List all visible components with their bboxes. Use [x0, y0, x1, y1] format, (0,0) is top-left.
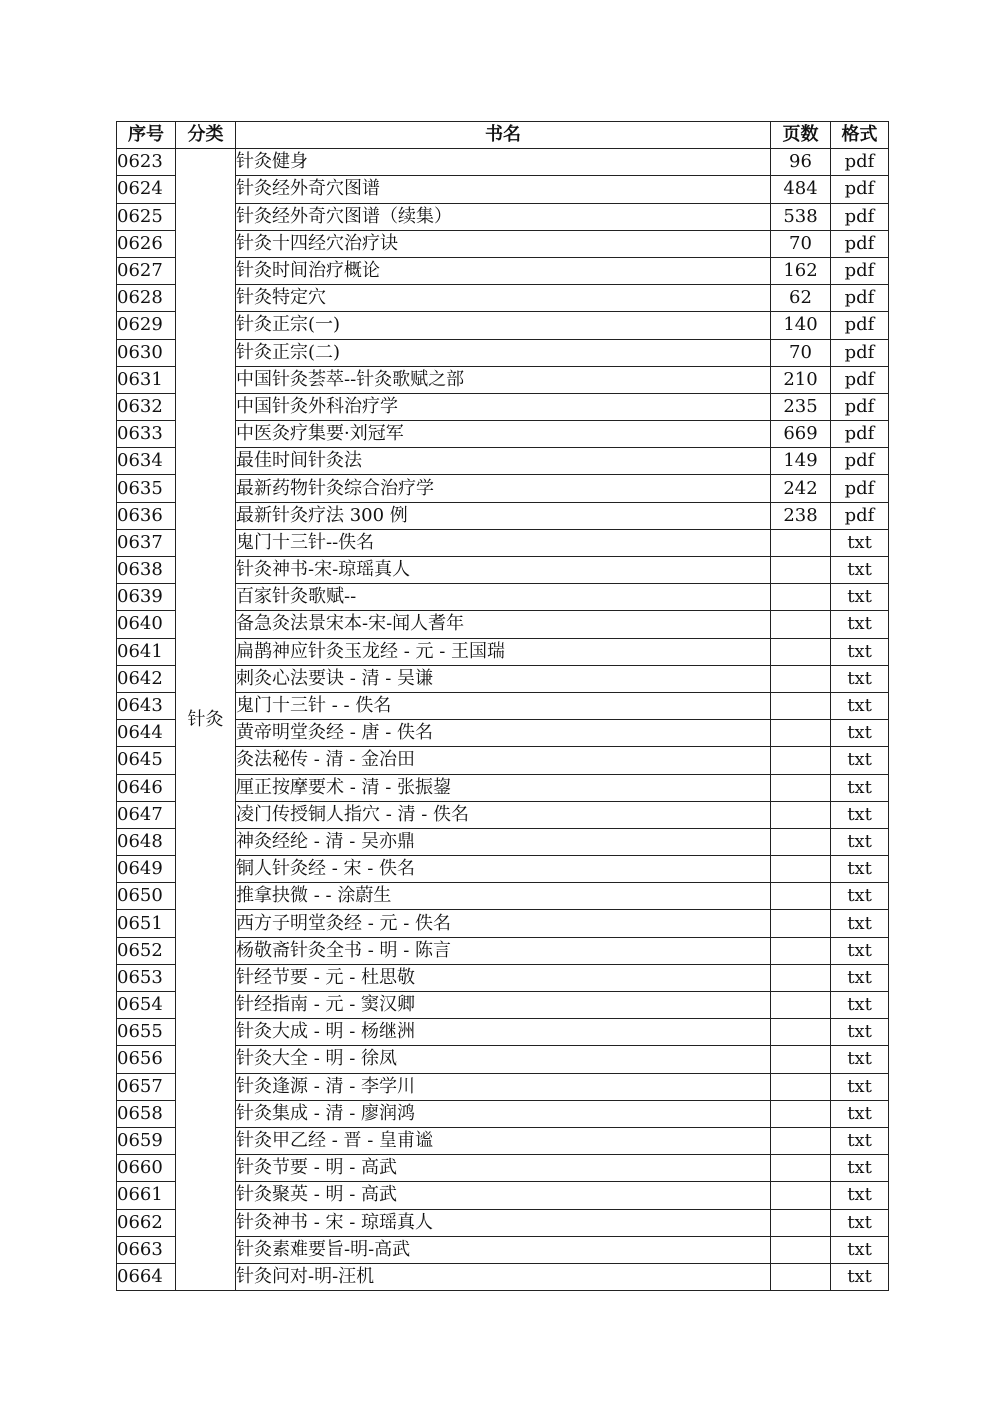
row-number: 0649: [117, 856, 176, 883]
row-number: 0625: [117, 203, 176, 230]
page-count: 70: [771, 230, 831, 257]
book-title: 针灸正宗(一): [236, 312, 771, 339]
page-count: [771, 992, 831, 1019]
row-number: 0633: [117, 421, 176, 448]
book-title: 中国针灸荟萃--针灸歌赋之部: [236, 366, 771, 393]
book-title: 最佳时间针灸法: [236, 448, 771, 475]
row-number: 0645: [117, 747, 176, 774]
book-title: 灸法秘传 - 清 - 金冶田: [236, 747, 771, 774]
file-format: txt: [831, 1127, 889, 1154]
page-count: [771, 1236, 831, 1263]
page-count: [771, 1073, 831, 1100]
header-category: 分类: [176, 122, 236, 149]
row-number: 0640: [117, 611, 176, 638]
file-format: pdf: [831, 312, 889, 339]
book-title: 刺灸心法要诀 - 清 - 吴谦: [236, 665, 771, 692]
book-title: 鬼门十三针 - - 佚名: [236, 692, 771, 719]
file-format: pdf: [831, 149, 889, 176]
page-count: 62: [771, 285, 831, 312]
row-number: 0623: [117, 149, 176, 176]
book-title: 针经节要 - 元 - 杜思敬: [236, 964, 771, 991]
book-title: 针灸节要 - 明 - 高武: [236, 1155, 771, 1182]
file-format: txt: [831, 992, 889, 1019]
book-title: 针灸经外奇穴图谱（续集）: [236, 203, 771, 230]
page-count: [771, 638, 831, 665]
page-count: [771, 1100, 831, 1127]
file-format: pdf: [831, 366, 889, 393]
file-format: txt: [831, 584, 889, 611]
row-number: 0651: [117, 910, 176, 937]
page-count: [771, 1263, 831, 1290]
book-title: 鬼门十三针--佚名: [236, 529, 771, 556]
book-title: 针经指南 - 元 - 窦汉卿: [236, 992, 771, 1019]
page-count: [771, 584, 831, 611]
file-format: txt: [831, 747, 889, 774]
page-count: 70: [771, 339, 831, 366]
row-number: 0664: [117, 1263, 176, 1290]
book-title: 铜人针灸经 - 宋 - 佚名: [236, 856, 771, 883]
page-count: [771, 1019, 831, 1046]
table-row: [117, 149, 889, 176]
file-format: txt: [831, 720, 889, 747]
category-cell: 针灸: [176, 149, 236, 1291]
book-title: 针灸大成 - 明 - 杨继洲: [236, 1019, 771, 1046]
row-number: 0628: [117, 285, 176, 312]
row-number: 0641: [117, 638, 176, 665]
page-count: 149: [771, 448, 831, 475]
row-number: 0637: [117, 529, 176, 556]
row-number: 0630: [117, 339, 176, 366]
row-number: 0626: [117, 230, 176, 257]
row-number: 0662: [117, 1209, 176, 1236]
row-number: 0656: [117, 1046, 176, 1073]
file-format: txt: [831, 1100, 889, 1127]
page-count: [771, 801, 831, 828]
page-count: 669: [771, 421, 831, 448]
book-title: 黄帝明堂灸经 - 唐 - 佚名: [236, 720, 771, 747]
file-format: pdf: [831, 502, 889, 529]
row-number: 0654: [117, 992, 176, 1019]
row-number: 0629: [117, 312, 176, 339]
header-pages: 页数: [771, 122, 831, 149]
book-title: 推拿抉微 - - 涂蔚生: [236, 883, 771, 910]
book-title: 针灸神书-宋-琼瑶真人: [236, 557, 771, 584]
file-format: txt: [831, 774, 889, 801]
file-format: pdf: [831, 176, 889, 203]
page-count: [771, 557, 831, 584]
book-title: 针灸健身: [236, 149, 771, 176]
book-title: 针灸逢源 - 清 - 李学川: [236, 1073, 771, 1100]
page-count: [771, 964, 831, 991]
page-count: [771, 1046, 831, 1073]
book-title: 针灸十四经穴治疗诀: [236, 230, 771, 257]
book-title: 针灸时间治疗概论: [236, 257, 771, 284]
book-title: 中医灸疗集要·刘冠军: [236, 421, 771, 448]
row-number: 0658: [117, 1100, 176, 1127]
file-format: txt: [831, 611, 889, 638]
book-title: 凌门传授铜人指穴 - 清 - 佚名: [236, 801, 771, 828]
row-number: 0632: [117, 393, 176, 420]
page-count: 238: [771, 502, 831, 529]
book-title: 针灸集成 - 清 - 廖润鸿: [236, 1100, 771, 1127]
row-number: 0624: [117, 176, 176, 203]
page-count: [771, 720, 831, 747]
file-format: txt: [831, 1182, 889, 1209]
page-count: [771, 692, 831, 719]
file-format: pdf: [831, 230, 889, 257]
row-number: 0659: [117, 1127, 176, 1154]
row-number: 0648: [117, 828, 176, 855]
page-count: [771, 1127, 831, 1154]
file-format: pdf: [831, 339, 889, 366]
book-title: 针灸经外奇穴图谱: [236, 176, 771, 203]
page-count: [771, 1182, 831, 1209]
row-number: 0643: [117, 692, 176, 719]
page-count: [771, 937, 831, 964]
file-format: txt: [831, 856, 889, 883]
book-title: 杨敬斋针灸全书 - 明 - 陈言: [236, 937, 771, 964]
book-title: 针灸神书 - 宋 - 琼瑶真人: [236, 1209, 771, 1236]
row-number: 0646: [117, 774, 176, 801]
file-format: txt: [831, 1046, 889, 1073]
file-format: txt: [831, 557, 889, 584]
file-format: pdf: [831, 421, 889, 448]
file-format: txt: [831, 1073, 889, 1100]
row-number: 0642: [117, 665, 176, 692]
row-number: 0636: [117, 502, 176, 529]
file-format: pdf: [831, 448, 889, 475]
book-title: 针灸聚英 - 明 - 高武: [236, 1182, 771, 1209]
file-format: txt: [831, 665, 889, 692]
page-count: 210: [771, 366, 831, 393]
row-number: 0655: [117, 1019, 176, 1046]
file-format: txt: [831, 801, 889, 828]
header-num: 序号: [117, 122, 176, 149]
file-format: txt: [831, 1155, 889, 1182]
book-catalog-table: [116, 121, 889, 1291]
book-title: 针灸素难要旨-明-高武: [236, 1236, 771, 1263]
file-format: pdf: [831, 393, 889, 420]
row-number: 0653: [117, 964, 176, 991]
page-count: [771, 774, 831, 801]
book-title: 厘正按摩要术 - 清 - 张振鋆: [236, 774, 771, 801]
file-format: pdf: [831, 203, 889, 230]
file-format: txt: [831, 937, 889, 964]
row-number: 0661: [117, 1182, 176, 1209]
file-format: txt: [831, 910, 889, 937]
book-title: 针灸特定穴: [236, 285, 771, 312]
book-title: 百家针灸歌赋--: [236, 584, 771, 611]
page-count: [771, 883, 831, 910]
row-number: 0634: [117, 448, 176, 475]
book-title: 针灸大全 - 明 - 徐凤: [236, 1046, 771, 1073]
file-format: txt: [831, 692, 889, 719]
file-format: txt: [831, 1209, 889, 1236]
page-count: [771, 1155, 831, 1182]
file-format: pdf: [831, 475, 889, 502]
book-title: 备急灸法景宋本-宋-闻人耆年: [236, 611, 771, 638]
page-count: [771, 747, 831, 774]
row-number: 0657: [117, 1073, 176, 1100]
page-count: 538: [771, 203, 831, 230]
row-number: 0660: [117, 1155, 176, 1182]
file-format: txt: [831, 883, 889, 910]
book-title: 针灸正宗(二): [236, 339, 771, 366]
book-title: 中国针灸外科治疗学: [236, 393, 771, 420]
file-format: txt: [831, 1236, 889, 1263]
file-format: txt: [831, 529, 889, 556]
book-title: 最新药物针灸综合治疗学: [236, 475, 771, 502]
row-number: 0635: [117, 475, 176, 502]
page-count: 140: [771, 312, 831, 339]
page-count: 484: [771, 176, 831, 203]
page-count: [771, 529, 831, 556]
header-title: 书名: [236, 122, 771, 149]
book-title: 针灸甲乙经 - 晋 - 皇甫谧: [236, 1127, 771, 1154]
file-format: txt: [831, 1263, 889, 1290]
page-count: 242: [771, 475, 831, 502]
book-title: 西方子明堂灸经 - 元 - 佚名: [236, 910, 771, 937]
book-title: 针灸问对-明-汪机: [236, 1263, 771, 1290]
page-count: [771, 1209, 831, 1236]
book-title: 神灸经纶 - 清 - 吴亦鼎: [236, 828, 771, 855]
row-number: 0652: [117, 937, 176, 964]
page-count: [771, 611, 831, 638]
file-format: txt: [831, 1019, 889, 1046]
file-format: pdf: [831, 285, 889, 312]
table-header-row: [117, 122, 889, 149]
file-format: txt: [831, 638, 889, 665]
row-number: 0644: [117, 720, 176, 747]
page-count: 96: [771, 149, 831, 176]
row-number: 0639: [117, 584, 176, 611]
row-number: 0650: [117, 883, 176, 910]
file-format: txt: [831, 828, 889, 855]
page-count: 235: [771, 393, 831, 420]
page-count: 162: [771, 257, 831, 284]
header-format: 格式: [831, 122, 889, 149]
page-count: [771, 828, 831, 855]
book-title: 最新针灸疗法 300 例: [236, 502, 771, 529]
row-number: 0631: [117, 366, 176, 393]
page-count: [771, 665, 831, 692]
row-number: 0647: [117, 801, 176, 828]
file-format: txt: [831, 964, 889, 991]
page-count: [771, 856, 831, 883]
page-count: [771, 910, 831, 937]
file-format: pdf: [831, 257, 889, 284]
row-number: 0663: [117, 1236, 176, 1263]
row-number: 0627: [117, 257, 176, 284]
row-number: 0638: [117, 557, 176, 584]
book-title: 扁鹊神应针灸玉龙经 - 元 - 王国瑞: [236, 638, 771, 665]
